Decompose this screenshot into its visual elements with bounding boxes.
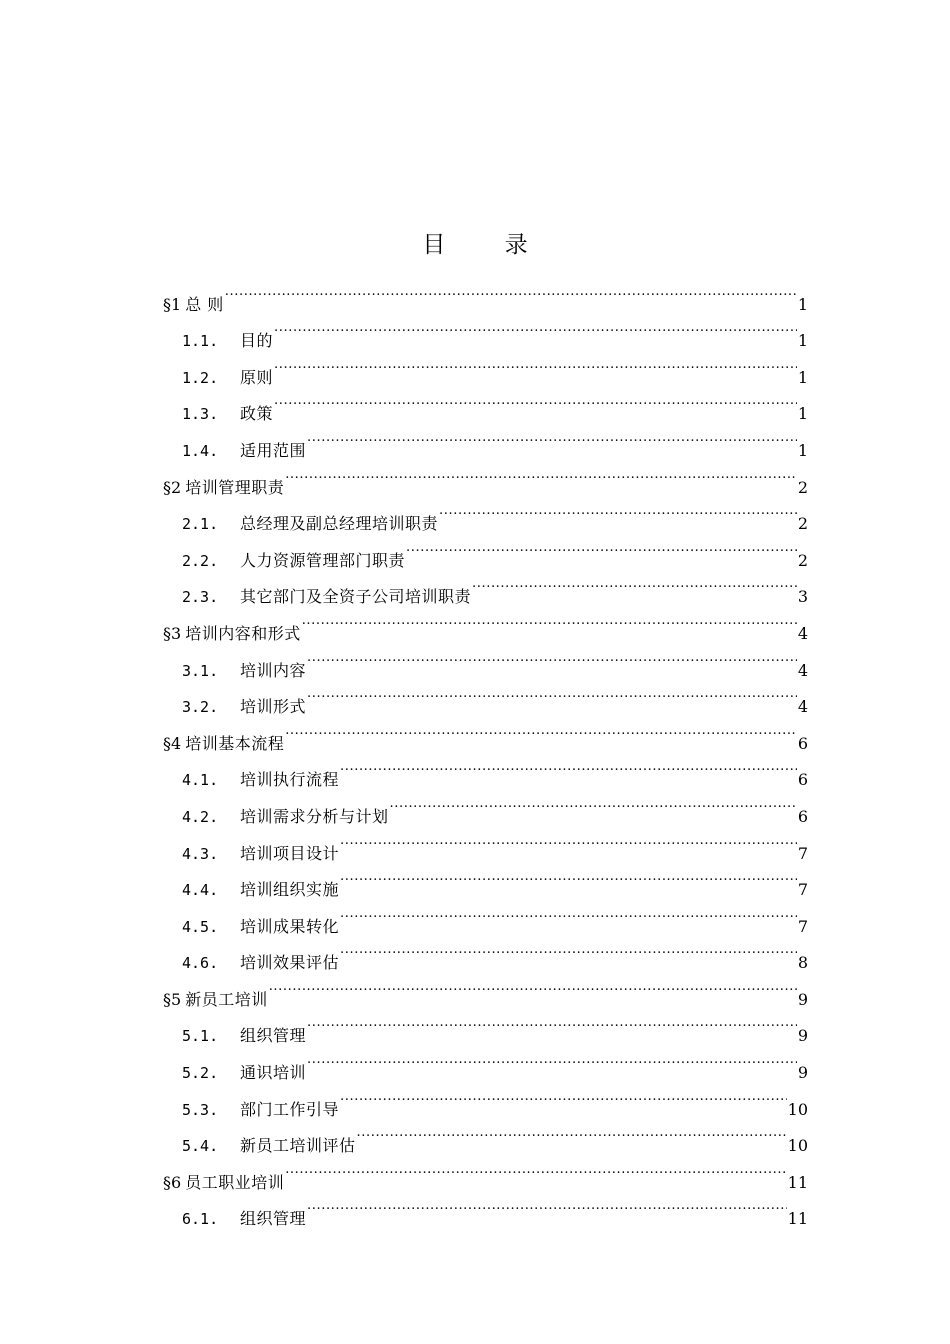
toc-dot-leader xyxy=(307,639,797,676)
toc-entry-number: 1.2. xyxy=(182,368,219,387)
toc-dot-leader xyxy=(274,310,797,347)
toc-entry-label: 培训内容和形式 xyxy=(185,623,301,643)
toc-page-number: 8 xyxy=(797,953,808,973)
toc-entry-label: 总 则 xyxy=(185,294,224,314)
toc-entry-number: 2.2. xyxy=(182,551,219,570)
toc-page-number: 9 xyxy=(797,1026,808,1046)
toc-entry-number: §5 xyxy=(163,989,182,1009)
toc-dot-leader xyxy=(274,346,797,383)
toc-page-number: 4 xyxy=(797,623,808,643)
toc-entry-label: 组织管理 xyxy=(240,1209,307,1229)
toc-dot-leader xyxy=(307,1188,787,1225)
toc-entry-label: 其它部门及全资子公司培训职责 xyxy=(240,587,472,607)
toc-entry-number: 5.2. xyxy=(182,1064,219,1083)
toc-title: 目 录 xyxy=(422,232,554,258)
toc-entry-label: 新员工培训评估 xyxy=(240,1136,356,1156)
toc-dot-leader xyxy=(274,383,797,420)
toc-entry-label: 培训基本流程 xyxy=(185,733,285,753)
toc-entry-label: 人力资源管理部门职责 xyxy=(240,550,406,570)
toc-entry-number: §2 xyxy=(163,477,182,497)
toc-entry-number: §1 xyxy=(163,294,182,314)
toc-page-number: 1 xyxy=(797,367,808,387)
toc-page-number: 7 xyxy=(797,916,808,936)
toc-subsection-entry[interactable] xyxy=(163,310,808,351)
toc-page-number: 1 xyxy=(797,440,808,460)
toc-entry-number: 4.2. xyxy=(182,807,219,826)
toc-dot-leader xyxy=(340,1078,787,1115)
toc-entry-label: 培训成果转化 xyxy=(240,916,340,936)
toc-entry-label: 培训管理职责 xyxy=(185,477,285,497)
toc-dot-leader xyxy=(307,419,797,456)
toc-entry-number: 4.1. xyxy=(182,771,219,790)
toc-entry-label: 政策 xyxy=(240,404,274,424)
toc-entry-number: §4 xyxy=(163,733,182,753)
toc-page-number: 1 xyxy=(797,294,808,314)
toc-dot-leader xyxy=(439,493,797,530)
toc-entry-number: 5.3. xyxy=(182,1100,219,1119)
toc-dot-leader xyxy=(340,749,797,786)
toc-entry-label: 适用范围 xyxy=(240,440,307,460)
toc-entry-number: 6.1. xyxy=(182,1210,219,1229)
toc-page-number: 2 xyxy=(797,550,808,570)
toc-page-number: 10 xyxy=(787,1099,808,1119)
toc-dot-leader xyxy=(472,566,797,603)
table-of-contents xyxy=(163,273,808,1229)
toc-entry-number: §3 xyxy=(163,623,182,643)
toc-dot-leader xyxy=(340,859,797,896)
toc-page-number: 7 xyxy=(797,843,808,863)
toc-entry-number: §6 xyxy=(163,1172,182,1192)
toc-entry-number: 4.5. xyxy=(182,917,219,936)
toc-page-number: 10 xyxy=(787,1136,808,1156)
toc-dot-leader xyxy=(406,529,797,566)
toc-entry-label: 员工职业培训 xyxy=(185,1172,285,1192)
toc-dot-leader xyxy=(269,968,797,1005)
toc-dot-leader xyxy=(340,932,797,969)
toc-entry-number: 4.6. xyxy=(182,954,219,973)
toc-dot-leader xyxy=(285,456,797,493)
toc-dot-leader xyxy=(302,602,797,639)
toc-dot-leader xyxy=(285,1151,786,1188)
toc-entry-label: 目的 xyxy=(240,331,274,351)
toc-page-number: 9 xyxy=(797,1063,808,1083)
toc-dot-leader xyxy=(340,822,797,859)
toc-entry-number: 1.3. xyxy=(182,405,219,424)
toc-page-number: 4 xyxy=(797,697,808,717)
toc-entry-label: 总经理及副总经理培训职责 xyxy=(240,514,439,534)
toc-dot-leader xyxy=(340,895,797,932)
toc-page-number: 1 xyxy=(797,404,808,424)
toc-entry-number: 1.1. xyxy=(182,332,219,351)
toc-page-number: 11 xyxy=(787,1209,808,1229)
toc-page-number: 6 xyxy=(797,806,808,826)
toc-page-number: 4 xyxy=(797,660,808,680)
toc-dot-leader xyxy=(225,273,797,310)
toc-entry-number: 4.3. xyxy=(182,844,219,863)
toc-section-entry[interactable] xyxy=(163,273,808,314)
toc-entry-label: 培训需求分析与计划 xyxy=(240,806,389,826)
toc-entry-number: 3.1. xyxy=(182,661,219,680)
toc-dot-leader xyxy=(307,1041,797,1078)
toc-entry-number: 5.1. xyxy=(182,1027,219,1046)
toc-dot-leader xyxy=(390,785,797,822)
toc-dot-leader xyxy=(285,712,797,749)
toc-entry-label: 培训形式 xyxy=(240,697,307,717)
toc-entry-label: 组织管理 xyxy=(240,1026,307,1046)
toc-entry-label: 新员工培训 xyxy=(185,989,268,1009)
toc-entry-label: 培训组织实施 xyxy=(240,880,340,900)
toc-entry-number: 1.4. xyxy=(182,441,219,460)
toc-page-number: 6 xyxy=(797,733,808,753)
toc-entry-number: 2.1. xyxy=(182,515,219,534)
toc-entry-number: 3.2. xyxy=(182,698,219,717)
toc-page-number: 9 xyxy=(797,989,808,1009)
toc-entry-number: 2.3. xyxy=(182,588,219,607)
toc-entry-label: 培训执行流程 xyxy=(240,770,340,790)
toc-page-number: 3 xyxy=(797,587,808,607)
toc-entry-label: 培训项目设计 xyxy=(240,843,340,863)
toc-page-number: 2 xyxy=(797,477,808,497)
toc-entry-number: 5.4. xyxy=(182,1137,219,1156)
toc-dot-leader xyxy=(307,676,797,713)
toc-entry-label: 培训效果评估 xyxy=(240,953,340,973)
toc-page-number: 6 xyxy=(797,770,808,790)
toc-entry-label: 部门工作引导 xyxy=(240,1099,340,1119)
toc-entry-label: 培训内容 xyxy=(240,660,307,680)
toc-dot-leader xyxy=(307,1005,797,1042)
toc-entry-label: 原则 xyxy=(240,367,274,387)
toc-page-number: 11 xyxy=(787,1172,808,1192)
toc-page-number: 2 xyxy=(797,514,808,534)
toc-page-number: 1 xyxy=(797,331,808,351)
toc-entry-label: 通识培训 xyxy=(240,1063,307,1083)
toc-entry-number: 4.4. xyxy=(182,881,219,900)
toc-page-number: 7 xyxy=(797,880,808,900)
toc-dot-leader xyxy=(357,1115,787,1152)
